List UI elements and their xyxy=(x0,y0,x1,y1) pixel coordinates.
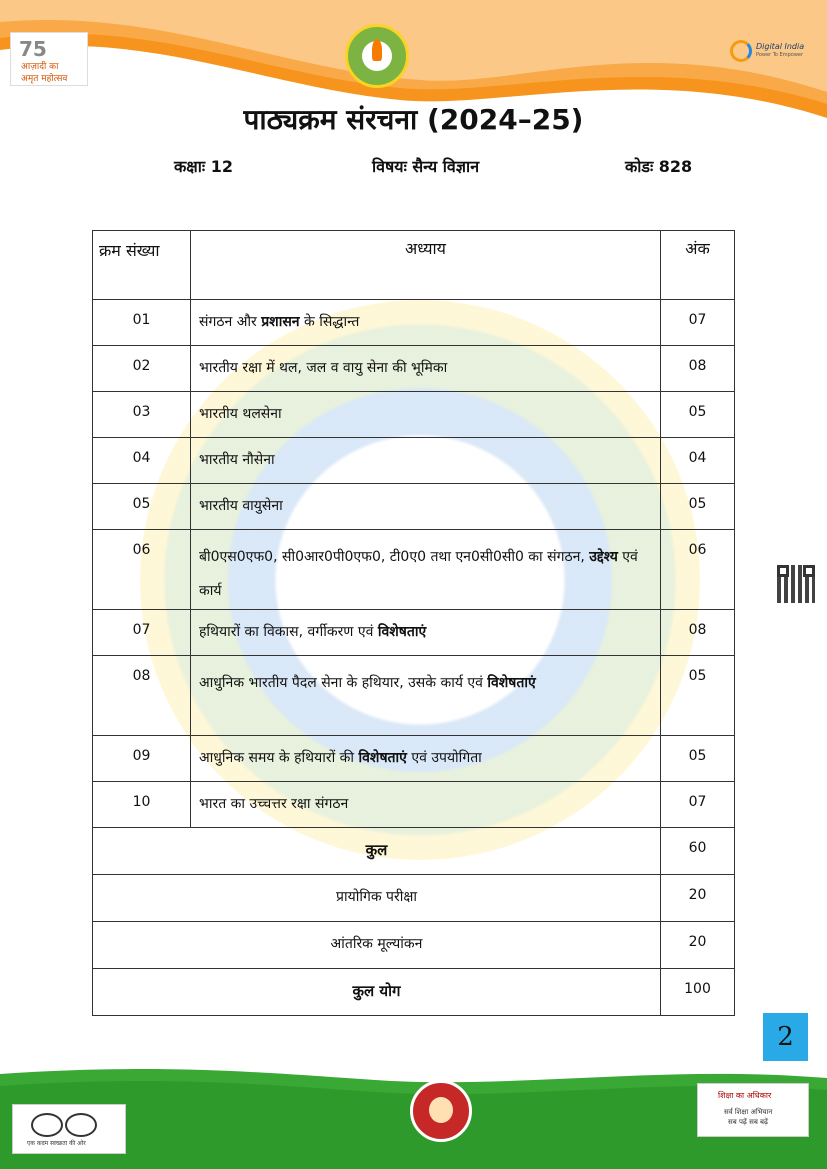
header-chapter: अध्याय xyxy=(191,231,661,300)
marks-cell: 05 xyxy=(661,656,735,736)
table-row xyxy=(93,736,735,782)
serial-cell: 07 xyxy=(93,610,191,656)
board-emblem-icon xyxy=(345,24,409,88)
chapter-cell: भारत का उच्चत्तर रक्षा संगठन xyxy=(191,782,661,828)
digital-india-ring-icon xyxy=(730,40,752,62)
header-serial: क्रम संख्या xyxy=(93,231,191,300)
chapter-cell: भारतीय रक्षा में थल, जल व वायु सेना की भूमिका xyxy=(191,346,661,392)
swachh-bharat-logo: एक कदम स्वच्छता की ओर xyxy=(12,1104,126,1154)
internal-row xyxy=(93,922,735,969)
glasses-left-icon xyxy=(31,1113,63,1137)
table-header-row xyxy=(93,231,735,300)
qr-code-icon xyxy=(777,565,815,603)
table-row xyxy=(93,610,735,656)
table-row xyxy=(93,392,735,438)
marks-cell: 06 xyxy=(661,530,735,610)
marks-cell: 07 xyxy=(661,782,735,828)
table-row xyxy=(93,530,735,610)
internal-marks: 20 xyxy=(661,922,735,969)
marks-cell: 04 xyxy=(661,438,735,484)
marks-cell: 08 xyxy=(661,610,735,656)
table-row xyxy=(93,346,735,392)
marks-cell: 05 xyxy=(661,392,735,438)
chapter-cell: आधुनिक भारतीय पैदल सेना के हथियार, उसके कार्य एवं विशेषताएं xyxy=(191,656,661,736)
practical-label: प्रायोगिक परीक्षा xyxy=(93,875,661,922)
code-label: कोडः 828 xyxy=(625,157,693,176)
chapter-cell: संगठन और प्रशासन के सिद्धान्त xyxy=(191,300,661,346)
serial-cell: 10 xyxy=(93,782,191,828)
total-label: कुल xyxy=(93,828,661,875)
practical-row xyxy=(93,875,735,922)
table-row xyxy=(93,484,735,530)
azadi-amrit-mahotsav-logo: 75 आज़ादी का अमृत महोत्सव xyxy=(10,32,88,86)
chapter-cell: बी0एस0एफ0, सी0आर0पी0एफ0, टी0ए0 तथा एन0सी0सी0 का संगठन, उद्देश्य एवं कार्य xyxy=(191,530,661,610)
class-label: कक्षाः 12 xyxy=(174,157,233,176)
serial-cell: 04 xyxy=(93,438,191,484)
grand-total-row xyxy=(93,969,735,1016)
table-row xyxy=(93,782,735,828)
right-to-education-logo: शिक्षा का अधिकार सर्व शिक्षा अभियान सब पढ़ें सब बढ़ें xyxy=(697,1083,809,1137)
table-row xyxy=(93,300,735,346)
marks-cell: 05 xyxy=(661,736,735,782)
chapter-cell: हथियारों का विकास, वर्गीकरण एवं विशेषताएं xyxy=(191,610,661,656)
syllabus-table xyxy=(92,230,735,1016)
serial-cell: 01 xyxy=(93,300,191,346)
internal-label: आंतरिक मूल्यांकन xyxy=(93,922,661,969)
beti-bachao-logo-icon xyxy=(410,1080,472,1142)
marks-cell: 07 xyxy=(661,300,735,346)
chapter-cell: भारतीय नौसेना xyxy=(191,438,661,484)
grand-total-label: कुल योग xyxy=(93,969,661,1016)
practical-marks: 20 xyxy=(661,875,735,922)
chapter-cell: भारतीय थलसेना xyxy=(191,392,661,438)
chapter-cell: आधुनिक समय के हथियारों की विशेषताएं एवं उपयोगिता xyxy=(191,736,661,782)
glasses-right-icon xyxy=(65,1113,97,1137)
serial-cell: 08 xyxy=(93,656,191,736)
digital-india-logo: Digital India Power To Empower xyxy=(730,38,800,68)
chapter-cell: भारतीय वायुसेना xyxy=(191,484,661,530)
table-row xyxy=(93,438,735,484)
serial-cell: 06 xyxy=(93,530,191,610)
total-marks: 60 xyxy=(661,828,735,875)
page-number: 2 xyxy=(763,1013,808,1061)
subject-label: विषयः सैन्य विज्ञान xyxy=(372,157,480,176)
serial-cell: 03 xyxy=(93,392,191,438)
serial-cell: 02 xyxy=(93,346,191,392)
total-row xyxy=(93,828,735,875)
serial-cell: 05 xyxy=(93,484,191,530)
page-title: पाठ्यक्रम संरचना (2024–25) xyxy=(243,103,584,136)
header-marks: अंक xyxy=(661,231,735,300)
marks-cell: 05 xyxy=(661,484,735,530)
grand-total-marks: 100 xyxy=(661,969,735,1016)
marks-cell: 08 xyxy=(661,346,735,392)
serial-cell: 09 xyxy=(93,736,191,782)
table-row xyxy=(93,656,735,736)
